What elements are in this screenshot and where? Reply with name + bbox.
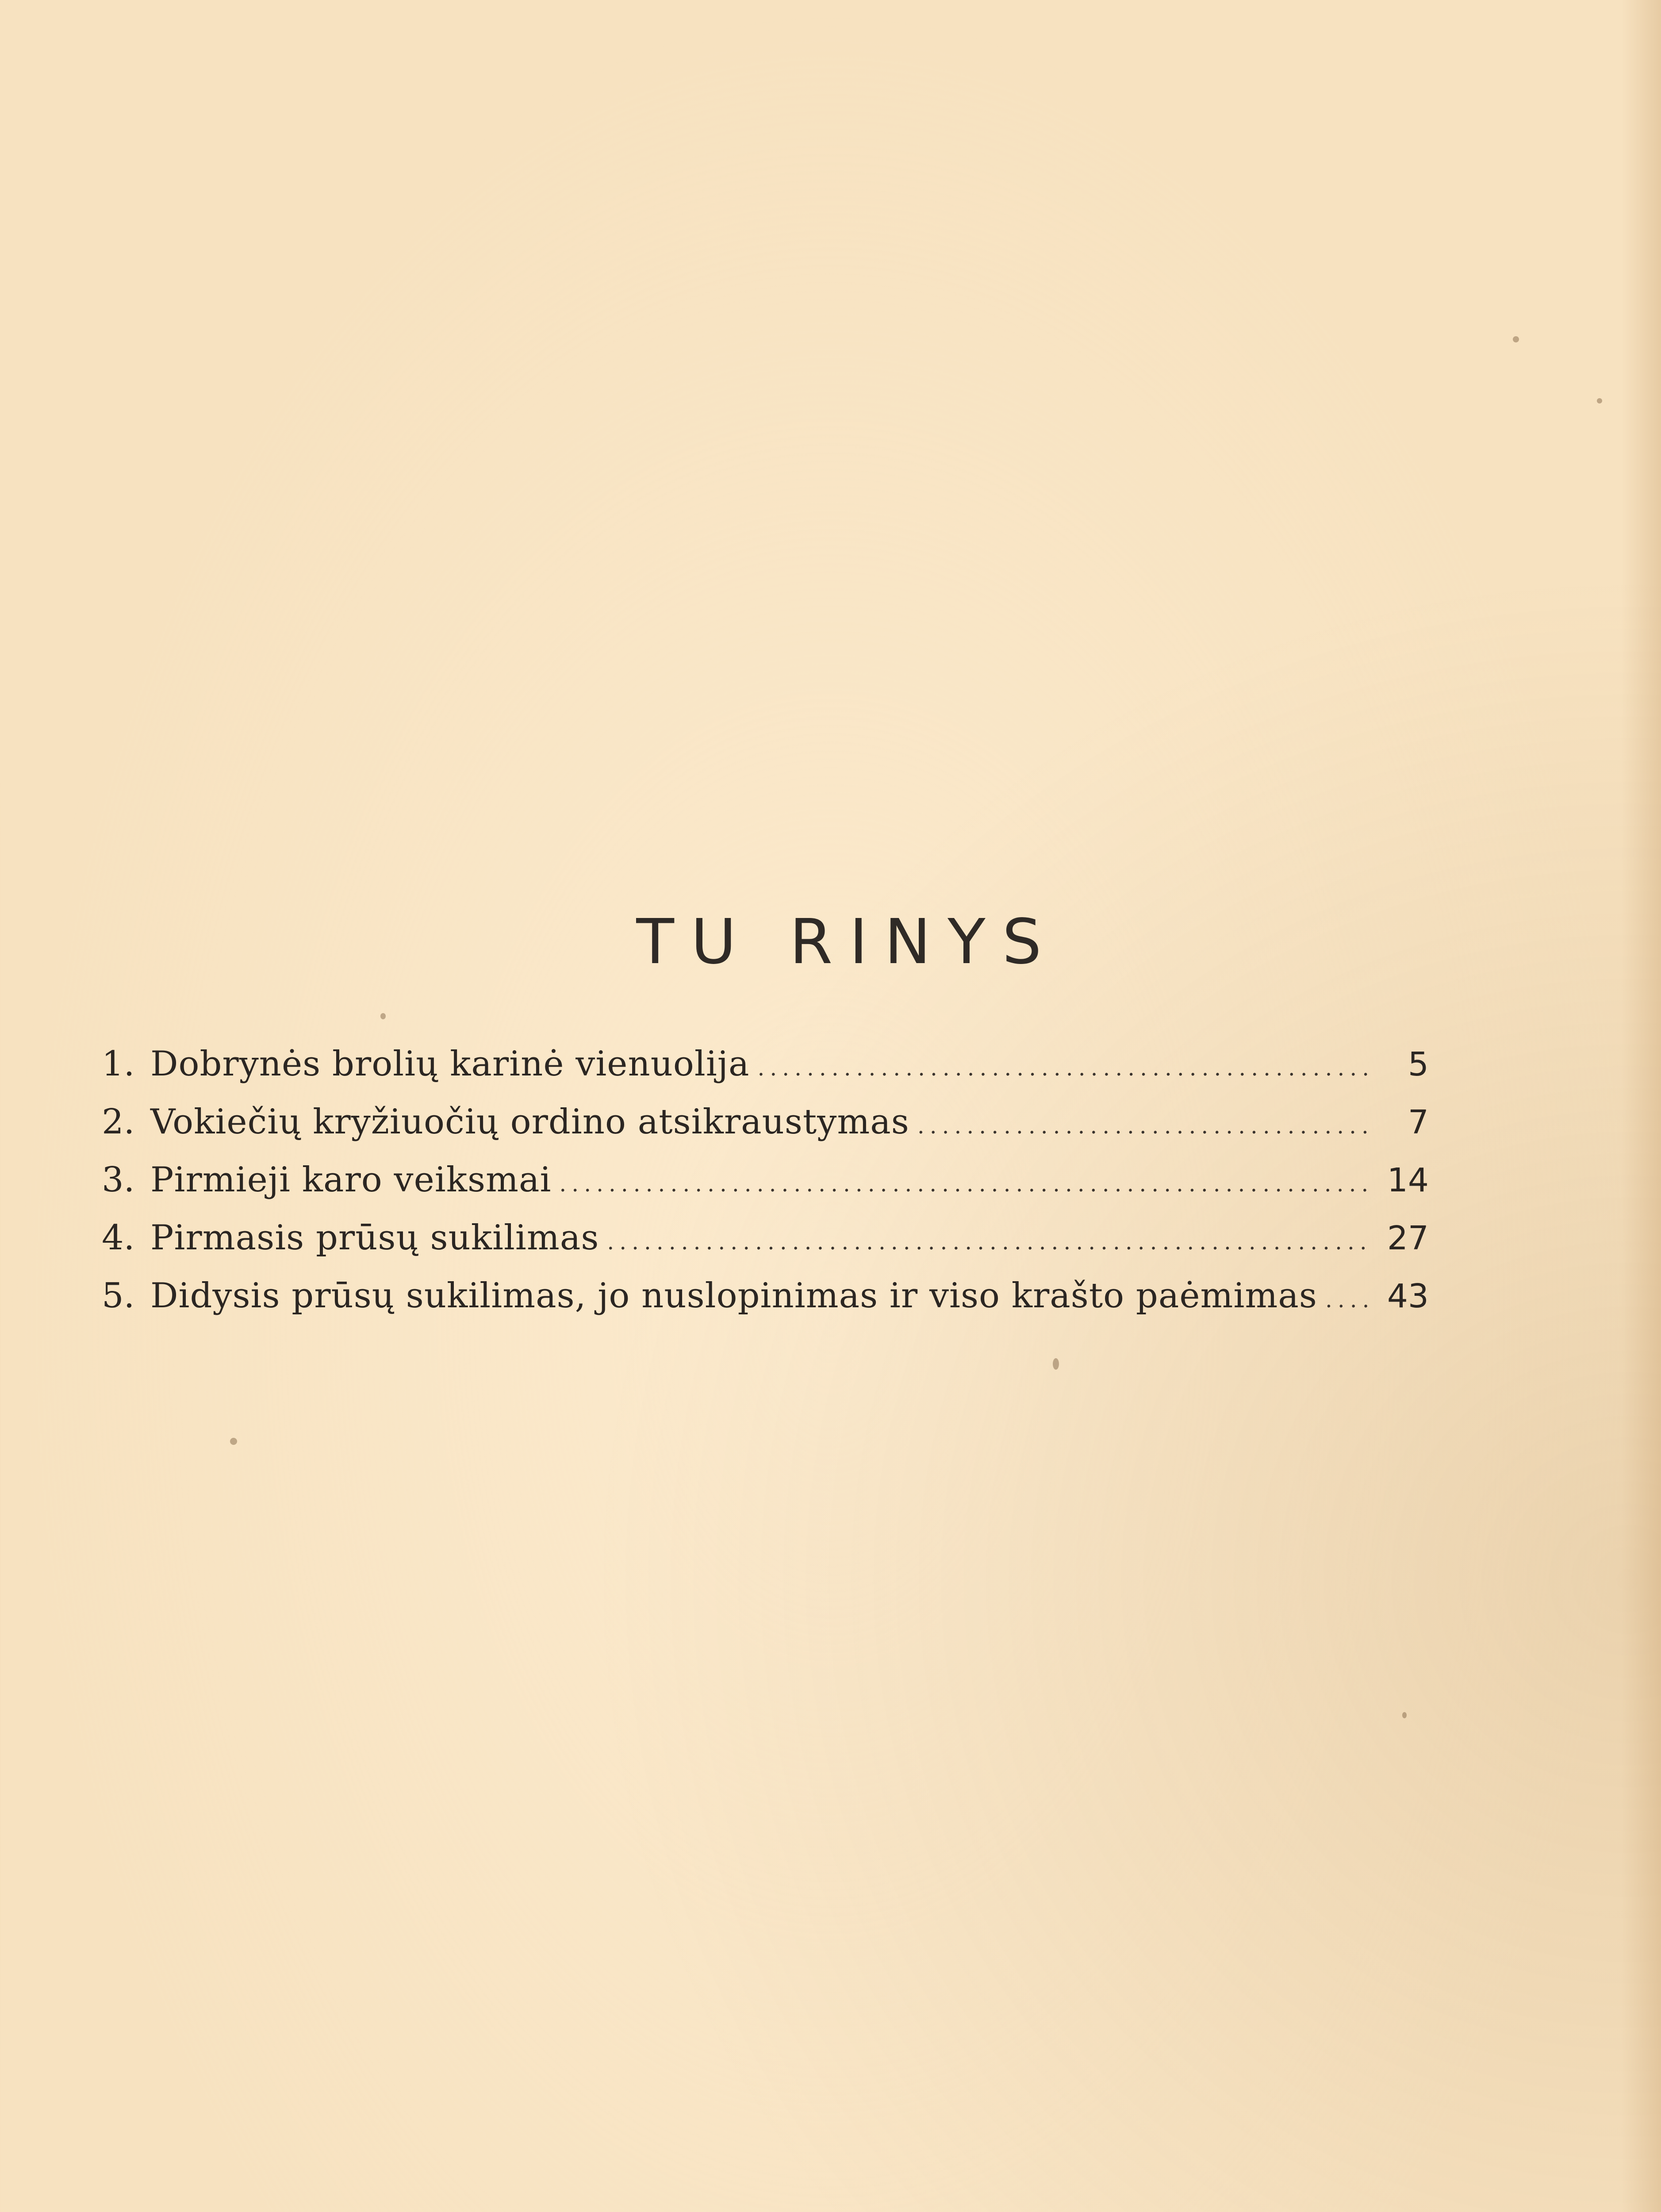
toc-dot-leader <box>607 1213 1372 1271</box>
toc-dot-leader <box>1325 1271 1372 1329</box>
toc-entry-number: 3. <box>102 1160 135 1200</box>
toc-entry-page: 27 <box>1387 1219 1429 1257</box>
toc-entry-page: 43 <box>1387 1277 1429 1315</box>
toc-entry-number: 4. <box>102 1218 135 1258</box>
table-of-contents <box>102 1035 1429 1325</box>
toc-entry-number: 5. <box>102 1276 135 1316</box>
toc-entry-number: 1. <box>102 1044 135 1084</box>
toc-entry-title: Dobrynės brolių karinė vienuolija <box>150 1044 750 1084</box>
paper-speck <box>380 1013 386 1019</box>
toc-entry-number: 2. <box>102 1102 135 1142</box>
paper-speck <box>230 1438 237 1445</box>
toc-dot-leader <box>757 1039 1372 1097</box>
paper-speck <box>1053 1358 1059 1370</box>
toc-dot-leader <box>917 1097 1372 1155</box>
page-title: TU RINYS <box>636 906 1059 978</box>
toc-dot-leader <box>559 1155 1372 1213</box>
toc-entry[interactable] <box>102 1267 1429 1325</box>
toc-entry-title: Pirmasis prūsų sukilimas <box>150 1218 599 1258</box>
toc-entry[interactable] <box>102 1151 1429 1209</box>
paper-speck <box>1513 336 1519 342</box>
toc-entry[interactable] <box>102 1035 1429 1093</box>
toc-entry[interactable] <box>102 1209 1429 1267</box>
toc-entry[interactable] <box>102 1093 1429 1151</box>
toc-entry-title: Pirmieji karo veiksmai <box>150 1160 552 1200</box>
page-edge-shadow <box>1621 0 1661 2212</box>
toc-entry-title: Vokiečių kryžiuočių ordino atsikraustymas <box>150 1102 909 1142</box>
paper-speck <box>1402 1712 1407 1718</box>
toc-entry-page: 14 <box>1387 1161 1429 1199</box>
paper-speck <box>1597 398 1602 403</box>
toc-entry-page: 5 <box>1408 1045 1429 1083</box>
toc-entry-title: Didysis prūsų sukilimas, jo nuslopinimas ir viso krašto paėmimas <box>150 1276 1317 1316</box>
toc-entry-page: 7 <box>1408 1103 1429 1141</box>
